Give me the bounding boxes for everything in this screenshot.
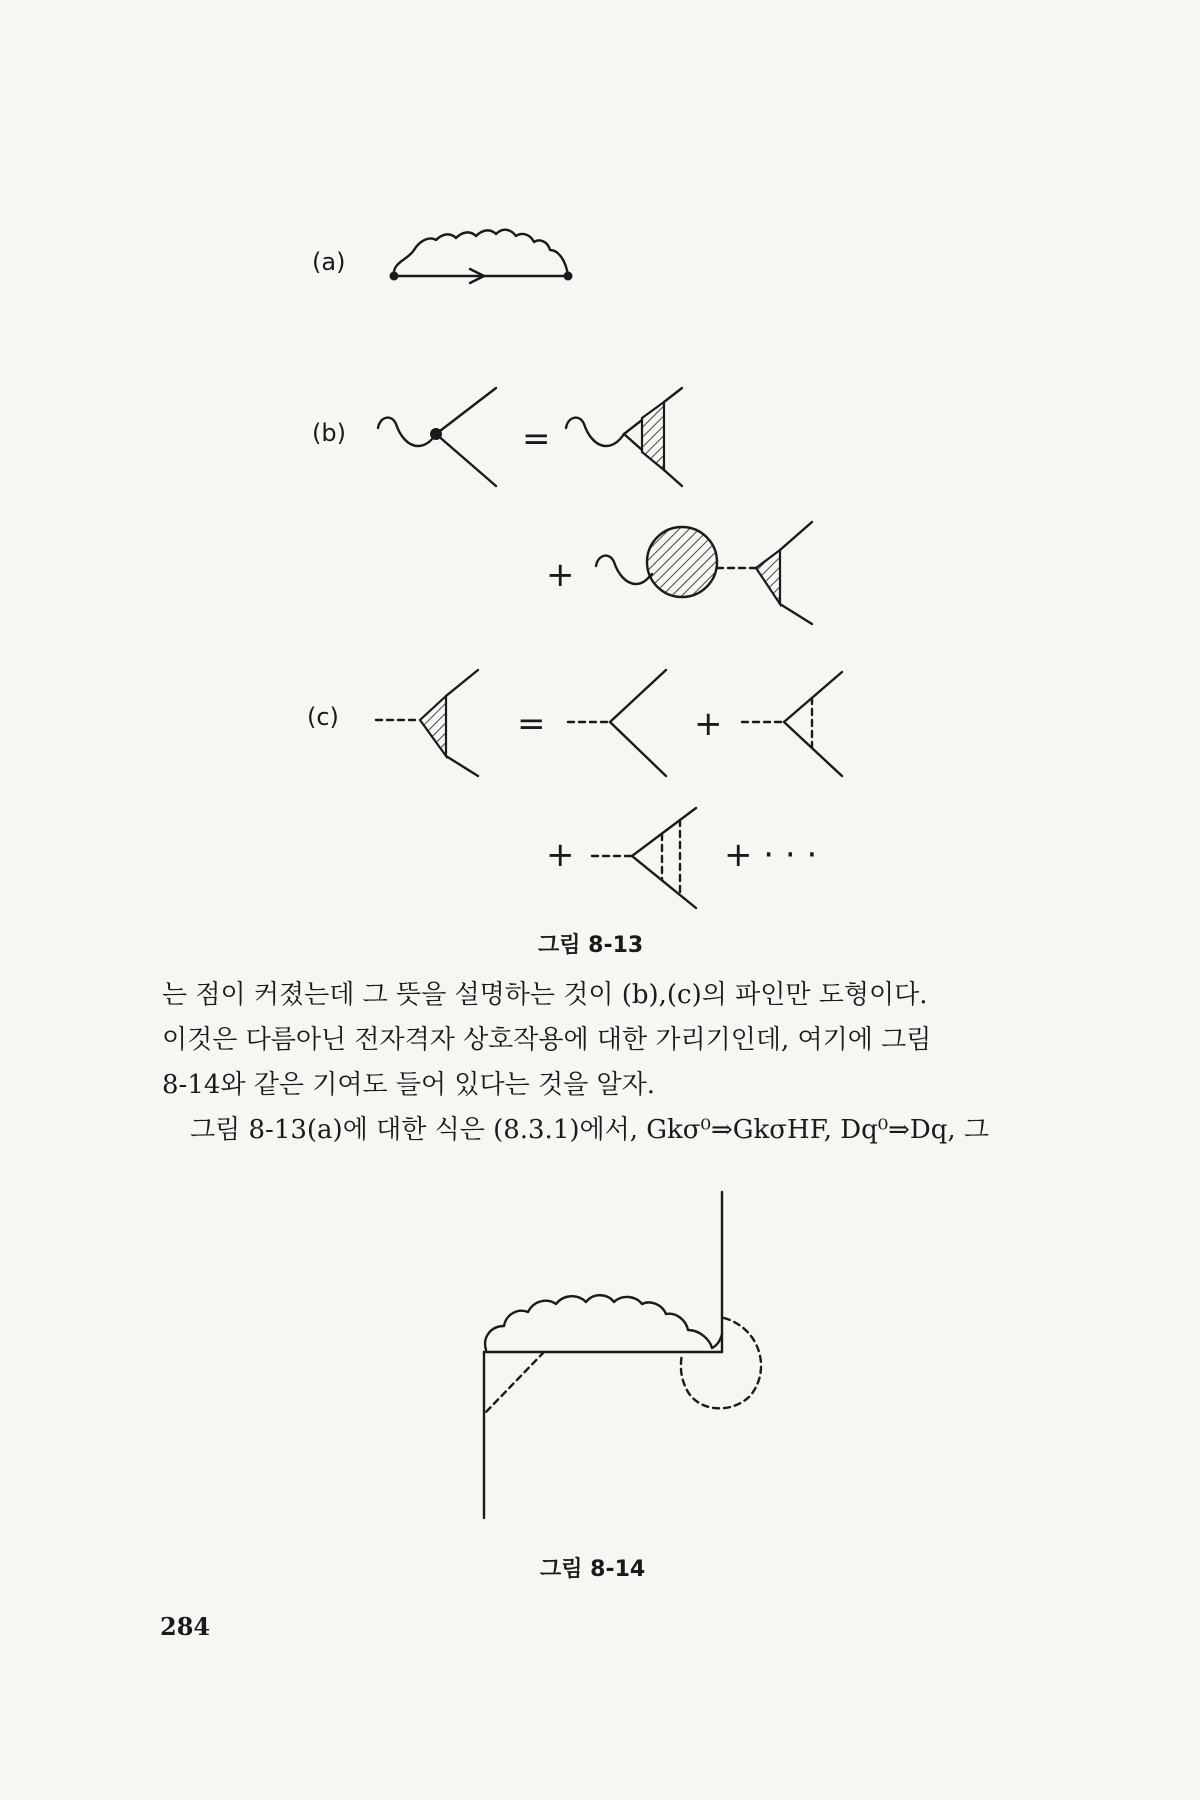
dressed-vertex-dot (430, 428, 442, 440)
label-b: (b) (312, 419, 346, 447)
interaction-dashed-line (486, 1352, 544, 1412)
vertex-dot (564, 272, 573, 281)
electron-line (664, 388, 682, 402)
electron-line (624, 434, 642, 450)
electron-line (446, 670, 478, 696)
equals-sign: = (517, 704, 546, 744)
electron-line (780, 522, 812, 550)
paragraph-line: 8-14와 같은 기여도 들어 있다는 것을 알자. (162, 1070, 656, 1100)
electron-line (446, 756, 478, 776)
phonon-wavy-line (378, 418, 436, 446)
vertex-dot (390, 272, 399, 281)
diagram-8-14 (484, 1192, 761, 1518)
diagram-c-ladder-2 (592, 808, 696, 908)
electron-line (664, 470, 682, 486)
diagram-b-rhs-1 (566, 388, 682, 486)
phonon-wavy-line (394, 230, 568, 276)
vertex-correction-hatched (420, 696, 446, 756)
electron-line (436, 388, 496, 434)
diagram-c-lhs (376, 670, 478, 776)
equals-sign: = (522, 419, 551, 459)
ellipsis: + · · · (724, 835, 818, 875)
diagram-c-bare-vertex (568, 670, 666, 776)
plus-sign: + (546, 555, 575, 595)
electron-line (784, 722, 842, 776)
phonon-wavy-line (596, 556, 652, 584)
diagram-b-rhs-2 (596, 522, 812, 624)
electron-line (780, 604, 812, 624)
phonon-wavy-line (566, 418, 624, 446)
paragraph-line: 그림 8-13(a)에 대한 식은 (8.3.1)에서, Gkσ⁰⇒GkσHF, Dq⁰⇒Dq, 그 (190, 1115, 990, 1145)
polarization-bubble-hatched (647, 527, 717, 597)
diagram-c-ladder-1 (742, 672, 842, 776)
plus-sign: + (546, 835, 575, 875)
figure-8-13-caption: 그림 8-13 (538, 933, 644, 958)
electron-line (610, 670, 666, 722)
figure-8-14-caption: 그림 8-14 (540, 1557, 646, 1582)
electron-line (624, 420, 642, 434)
electron-line (632, 808, 696, 856)
plus-sign: + (694, 704, 723, 744)
electron-line (436, 434, 496, 486)
body-paragraph (162, 973, 1042, 1153)
paragraph-line: 이것은 다름아닌 전자격자 상호작용에 대한 가리기인데, 여기에 그림 (162, 1025, 932, 1055)
label-c: (c) (307, 703, 339, 731)
diagram-b-lhs (378, 388, 496, 486)
paragraph-line: 는 점이 커졌는데 그 뜻을 설명하는 것이 (b),(c)의 파인만 도형이다. (162, 980, 928, 1010)
electron-line (610, 722, 666, 776)
phonon-wavy-line (485, 1295, 722, 1350)
vertex-correction-hatched (642, 402, 664, 470)
label-a: (a) (312, 248, 346, 276)
electron-line (632, 856, 696, 908)
diagram-a-self-energy (390, 230, 573, 283)
vertex-correction-hatched (756, 550, 780, 604)
page-number: 284 (160, 1612, 211, 1641)
